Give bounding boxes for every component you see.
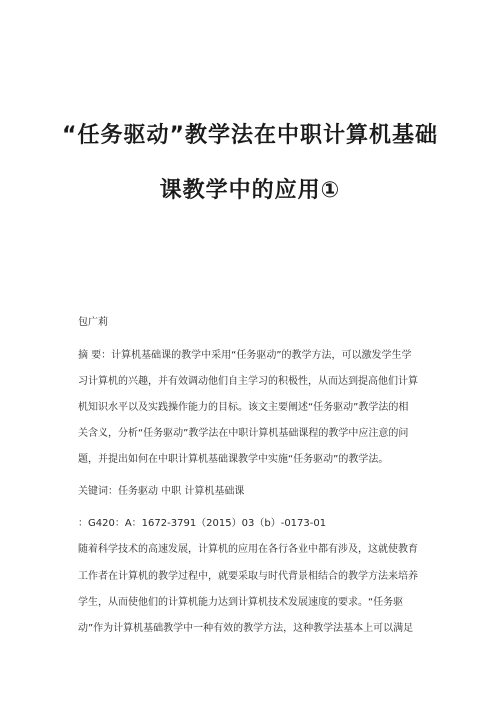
body-line: 学生，从而使他们的计算机能力达到计算机技术发展速度的要求。“任务驱 <box>78 597 404 608</box>
keywords-line: 关键词：任务驱动 中职 计算机基础课 <box>78 486 245 497</box>
body-line: 工作者在计算机的教学过程中，就要采取与时代背景相结合的教学方法来培养 <box>78 571 418 582</box>
author-name: 包广莉 <box>78 317 108 328</box>
classification-line: ：G420：A：1672-3791（2015）03（b）-0173-01 <box>78 518 327 529</box>
abstract-line: 习计算机的兴趣，并有效调动他们自主学习的积极性，从而达到提高他们计算 <box>78 376 418 387</box>
title-line-1: “任务驱动”教学法在中职计算机基础 <box>62 123 438 148</box>
abstract-line: 摘 要：计算机基础课的教学中采用“任务驱动”的教学方法，可以激发学生学 <box>78 350 412 361</box>
title-line-2: 课教学中的应用① <box>159 178 341 203</box>
abstract-line: 机知识水平以及实践操作能力的目标。该文主要阐述“任务驱动”教学法的相 <box>78 402 409 413</box>
abstract-line: 关含义，分析“任务驱动”教学法在中职计算机基础课程的教学中应注意的问 <box>78 428 409 439</box>
body-line: 随着科学技术的高速发展，计算机的应用在各行各业中都有涉及，这就使教育 <box>78 544 418 555</box>
body-line: 动”作为计算机基础教学中一种有效的教学方法，这种教学法基本上可以满足 <box>78 623 414 634</box>
abstract-line: 题，并提出如何在中职计算机基础课教学中实施“任务驱动”的教学法。 <box>78 454 389 465</box>
